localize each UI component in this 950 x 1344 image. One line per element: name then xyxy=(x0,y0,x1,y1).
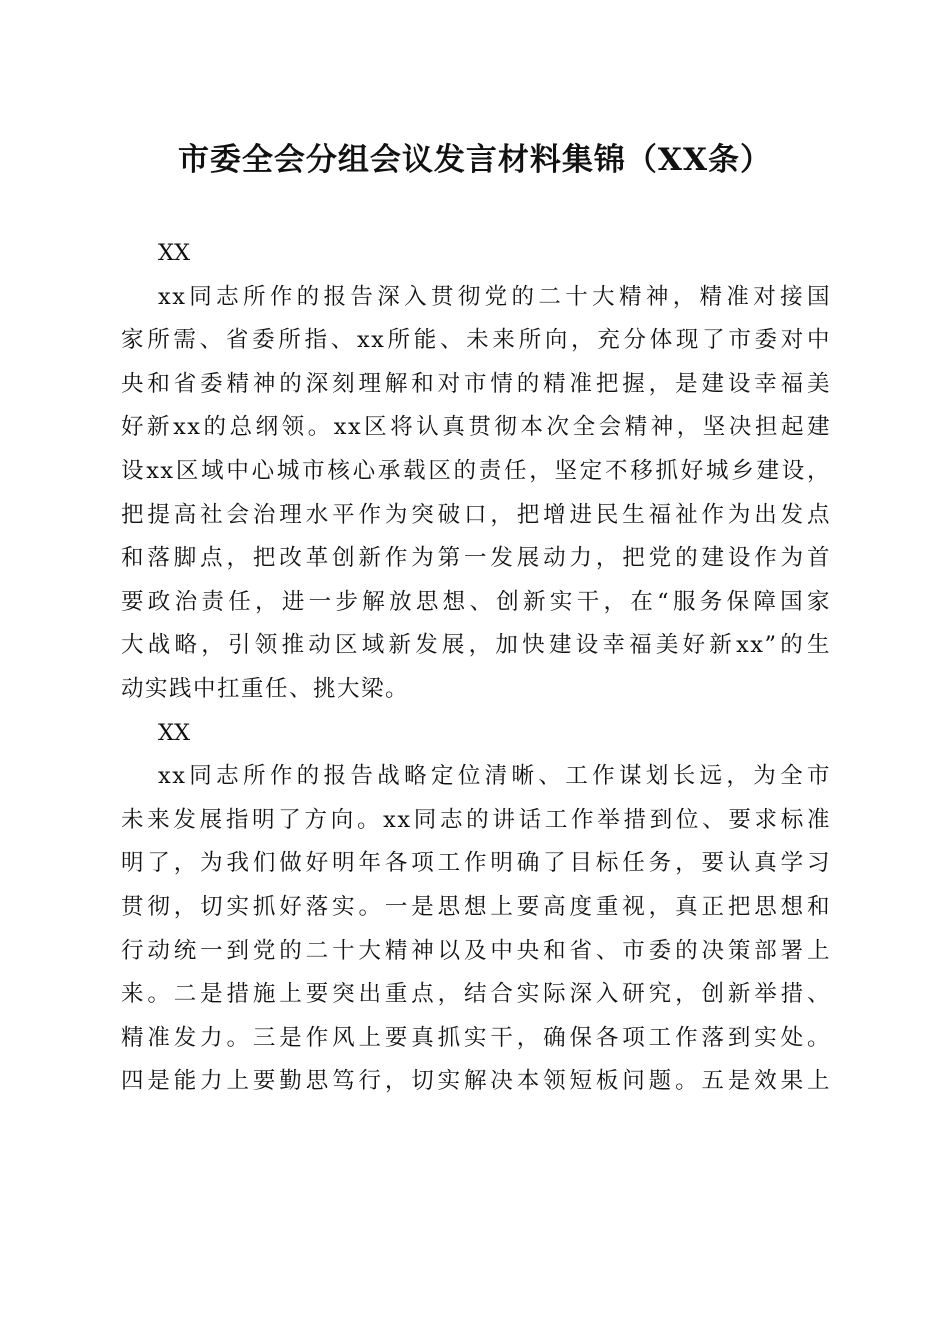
paragraph-line: 明了，为我们做好明年各项工作明确了目标任务，要认真学习 xyxy=(121,850,831,877)
section-heading: XX xyxy=(158,240,191,266)
section-heading: XX xyxy=(158,719,191,746)
paragraph-line: xx同志所作的报告战略定位清晰、工作谋划长远，为全市 xyxy=(158,763,831,790)
paragraph-line: 好新xx的总纲领。xx区将认真贯彻本次全会精神，坚决担起建 xyxy=(121,414,831,441)
paragraph-line: 行动统一到党的二十大精神以及中央和省、市委的决策部署上 xyxy=(121,937,831,964)
paragraph-line: 设xx区域中心城市核心承载区的责任，坚定不移抓好城乡建设， xyxy=(121,457,831,484)
paragraph-line: 四是能力上要勤思笃行，切实解决本领短板问题。五是效果上 xyxy=(121,1068,831,1095)
paragraph-line: 来。二是措施上要突出重点，结合实际深入研究，创新举措、 xyxy=(121,981,831,1008)
paragraph xyxy=(121,755,831,1104)
paragraph-line: 和落脚点，把改革创新作为第一发展动力，把党的建设作为首 xyxy=(121,545,831,572)
paragraph-line: 要政治责任，进一步解放思想、创新实干，在“服务保障国家 xyxy=(121,588,831,615)
document-body xyxy=(121,232,831,1104)
paragraph-line: xx同志所作的报告深入贯彻党的二十大精神，精准对接国 xyxy=(158,283,831,310)
document-title: 市委全会分组会议发言材料集锦（XX条） xyxy=(177,142,773,178)
paragraph-line: 动实践中扛重任、挑大梁。 xyxy=(121,675,410,702)
paragraph-line: 把提高社会治理水平作为突破口，把增进民生福祉作为出发点 xyxy=(121,501,831,528)
paragraph-line: 精准发力。三是作风上要真抓实干，确保各项工作落到实处。 xyxy=(121,1024,831,1051)
paragraph-line: 大战略，引领推动区域新发展，加快建设幸福美好新xx”的生 xyxy=(121,632,831,659)
paragraph-line: 未来发展指明了方向。xx同志的讲话工作举措到位、要求标准 xyxy=(121,806,831,833)
paragraph-line: 贯彻，切实抓好落实。一是思想上要高度重视，真正把思想和 xyxy=(121,893,831,920)
paragraph-line: 家所需、省委所指、xx所能、未来所向，充分体现了市委对中 xyxy=(121,327,831,354)
paragraph xyxy=(121,276,831,712)
paragraph-line: 央和省委精神的深刻理解和对市情的精准把握，是建设幸福美 xyxy=(121,370,831,397)
